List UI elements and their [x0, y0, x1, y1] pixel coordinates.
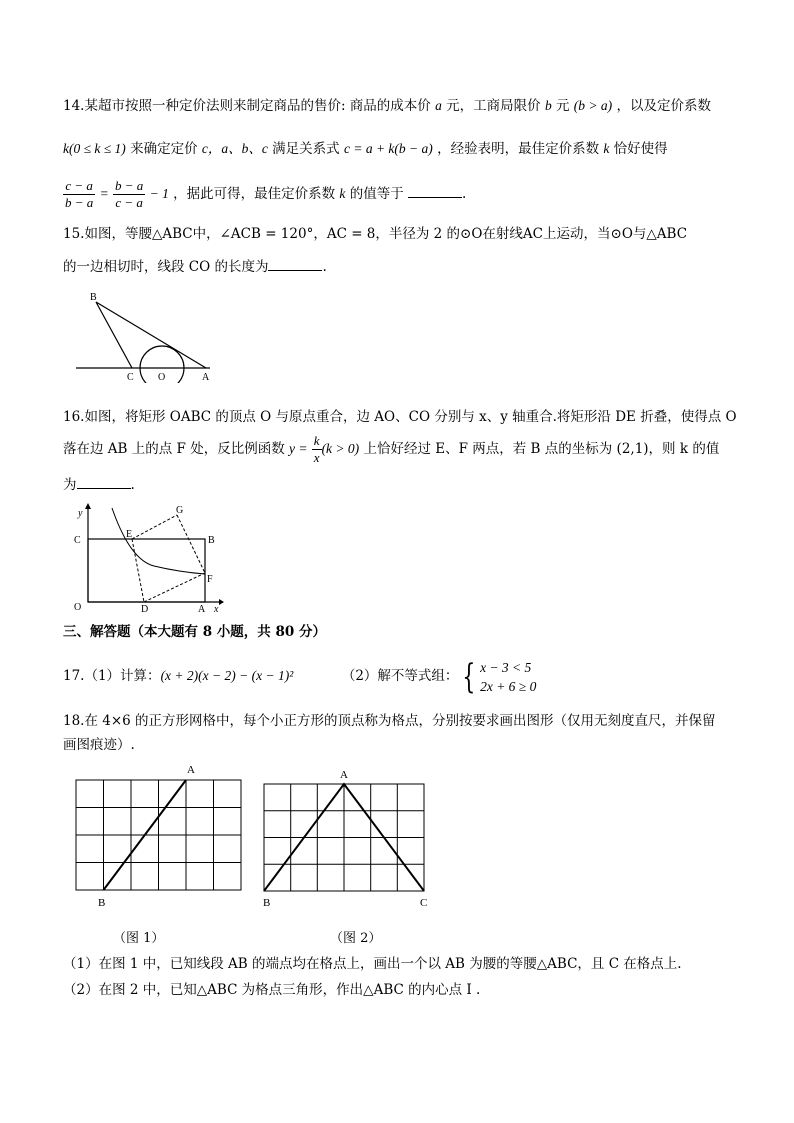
q14-line3: $\frac{c - a}{b - a}$ = $\frac{b - a}{c - a}$ − 1 ，据此可得，最佳定价系数 k 的值等于 . [65, 178, 467, 210]
q18-sub2: （2）在图 2 中，已知△ABC 为格点三角形，作出△ABC 的内心点 I . [63, 982, 481, 998]
label-o: O [74, 602, 82, 613]
q14-text: 的值等于 [349, 186, 404, 202]
inverse-curve [112, 508, 205, 574]
q17-line: 17.（1）计算：(x + 2)(x − 2) − (x − 1)² （2）解不等式组： { x − 3 < 5 2x + 6 ≥ 0 [63, 656, 537, 697]
segment-gf [177, 515, 205, 573]
q16-line3: 为 . [63, 474, 135, 495]
segment-df [144, 573, 205, 602]
equals-sign: = [99, 186, 109, 201]
label-a: A [198, 604, 206, 615]
label-b: B [263, 897, 271, 909]
answer-blank[interactable] [408, 183, 462, 198]
q14-text: 14.某超市按照一种定价法则来制定商品的售价: 商品的成本价 [63, 98, 431, 114]
label-a: A [187, 764, 195, 776]
side-bc [96, 302, 132, 368]
q16-figure [64, 500, 224, 616]
q14-text: ，据此可得，最佳定价系数 [173, 186, 336, 202]
func-condition: (k > 0) [321, 441, 360, 456]
label-f: F [207, 574, 213, 585]
label-a: A [202, 372, 210, 383]
label-y: y [78, 508, 83, 519]
x-arrow-icon [219, 599, 224, 605]
label-g: G [176, 505, 184, 516]
condition-b: (b > a) [573, 98, 613, 113]
q16-line2: 落在边 AB 上的点 F 处，反比例函数 y = $\frac{k}{x}$ (k > 0) 上恰好经过 E、F 两点，若 B 点的坐标为 (2,1)，则 k 的值 [63, 433, 720, 465]
label-c: C [74, 535, 81, 546]
side-ab [96, 302, 206, 368]
var-a: a [435, 98, 442, 113]
y-arrow-icon [85, 503, 91, 509]
q14-text: 元 [556, 98, 570, 114]
fraction-2: $\frac{b - a}{c - a}$ [115, 178, 144, 210]
q14-vars: c，a、b、c [201, 141, 268, 156]
q15-line2: 的一边相切时，线段 CO 的长度为 . [63, 256, 327, 277]
answer-blank[interactable] [77, 474, 131, 489]
q14-text: 元，工商局限价 [446, 98, 541, 114]
q15-line1: 15.如图，等腰△ABC中，∠ACB = 120°，AC = 8，半径为 2 的⊙O在射线AC上运动，当⊙O与△ABC [63, 226, 688, 242]
q15-figure [70, 288, 220, 383]
minus-one: − 1 [149, 186, 169, 201]
q16-line1: 16.如图，将矩形 OABC 的顶点 O 与原点重合，边 AO、CO 分别与 x、y 轴重合.将矩形沿 DE 折叠，使得点 O [63, 409, 737, 425]
rectangle-oabc [88, 539, 205, 602]
q14-text: 恰好使得 [613, 141, 668, 157]
var-b: b [544, 98, 552, 113]
condition-k: k(0 ≤ k ≤ 1) [63, 141, 126, 156]
q18-line2: 画图痕迹）. [63, 737, 135, 753]
figure-2-caption: （图 2） [330, 931, 382, 946]
answer-blank[interactable] [268, 256, 322, 271]
label-c: C [420, 897, 428, 909]
inequality-system: x − 3 < 5 2x + 6 ≥ 0 [480, 659, 537, 694]
label-o: O [158, 372, 166, 383]
q14-line1 [63, 96, 711, 116]
func-y: y = [289, 441, 308, 456]
figure-1-caption: （图 1） [113, 931, 165, 946]
q18-figure-2 [254, 766, 434, 910]
formula: c = a + k(b − a) [343, 141, 433, 156]
segment-eg [132, 515, 177, 539]
q17-expression: (x + 2)(x − 2) − (x − 1)² [160, 668, 294, 683]
q14-text: 满足关系式 [272, 141, 340, 157]
section-heading: 三、解答题（本大题有 8 小题，共 80 分） [63, 624, 326, 640]
q14-line2 [63, 139, 668, 159]
label-c: C [127, 372, 134, 383]
label-b: B [208, 535, 215, 546]
label-a: A [340, 769, 348, 781]
label-b: B [90, 292, 97, 303]
var-k: k [603, 141, 610, 156]
q14-text: ，经验表明，最佳定价系数 [437, 141, 600, 157]
label-e: E [126, 529, 133, 540]
brace-icon: { [462, 656, 476, 697]
func-fraction: $\frac{k}{x}$ [313, 433, 320, 465]
label-b: B [98, 897, 106, 909]
fold-de [132, 539, 144, 602]
label-d: D [141, 604, 149, 615]
q18-figure-1 [64, 760, 254, 910]
q14-text: ，以及定价系数 [616, 98, 711, 114]
q18-line1: 18.在 4×6 的正方形网格中，每个小正方形的顶点称为格点，分别按要求画出图形（仅用无刻度直尺，并保留 [63, 713, 716, 729]
var-k: k [339, 186, 346, 201]
fraction-1: $\frac{c - a}{b - a}$ [65, 178, 94, 210]
label-x: x [214, 604, 219, 615]
q14-text: 来确定定价 [130, 141, 198, 157]
q18-sub1: （1）在图 1 中，已知线段 AB 的端点均在格点上，画出一个以 AB 为腰的等腰△ABC，且 C 在格点上. [63, 956, 682, 972]
